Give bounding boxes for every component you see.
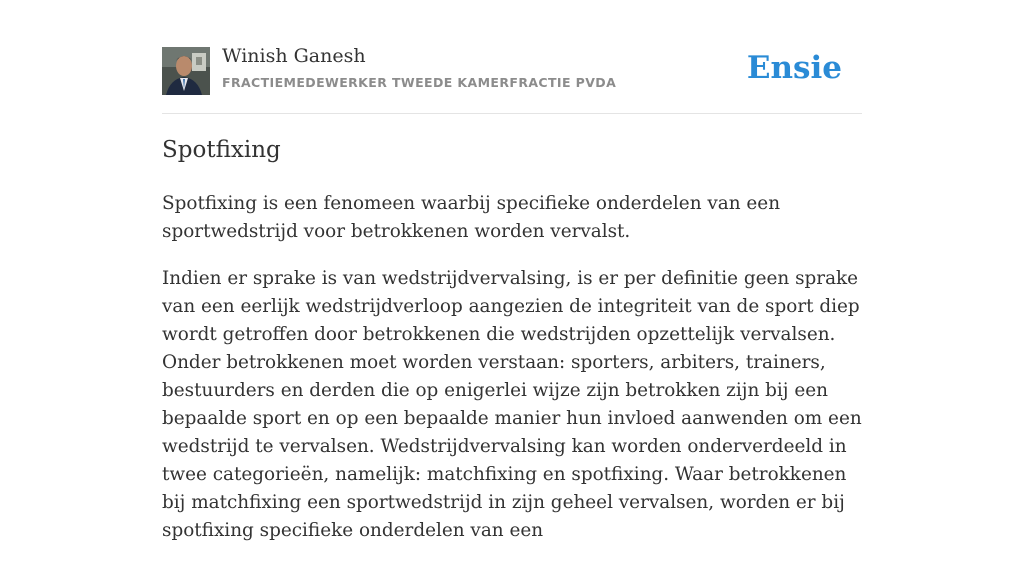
article-paragraph: Indien er sprake is van wedstrijdvervalsing, is er per definitie geen sprake van een eerlijk wedstrijdverloop aangezien de integriteit van de sport diep wordt getroffen door betrokkenen die wedstrijden opzettelijk vervalsen. Onder betrokkenen moet worden verstaan: sporters, arbiters, trainers, bestuurders en derden die op enigerlei wijze zijn betrokken zijn bij een bepaalde sport en op een bepaalde manier hun invloed aanwenden om een wedstrijd te vervalsen. Wedstrijdvervalsing kan worden onderverdeeld in twee categorieën, namelijk: matchfixing en spotfixing. Waar betrokkenen bij matchfixing een sportwedstrijd in zijn geheel vervalsen, worden er bij spotfixing specifieke onderdelen van een bbox=[162, 268, 862, 541]
author-role: FRACTIEMEDEWERKER TWEEDE KAMERFRACTIE PVDA bbox=[222, 75, 617, 90]
article-body bbox=[162, 190, 862, 564]
avatar-image bbox=[162, 47, 210, 95]
article-title: Spotfixing bbox=[162, 137, 281, 163]
content-column bbox=[162, 0, 862, 541]
ensie-logo-link[interactable]: Ensie bbox=[746, 50, 842, 86]
avatar[interactable] bbox=[162, 47, 210, 95]
author-header bbox=[162, 0, 862, 114]
article-paragraph: Spotfixing is een fenomeen waarbij specifieke onderdelen van een sportwedstrijd voor betrokkenen worden vervalst. bbox=[162, 193, 781, 242]
author-name[interactable]: Winish Ganesh bbox=[222, 45, 366, 67]
